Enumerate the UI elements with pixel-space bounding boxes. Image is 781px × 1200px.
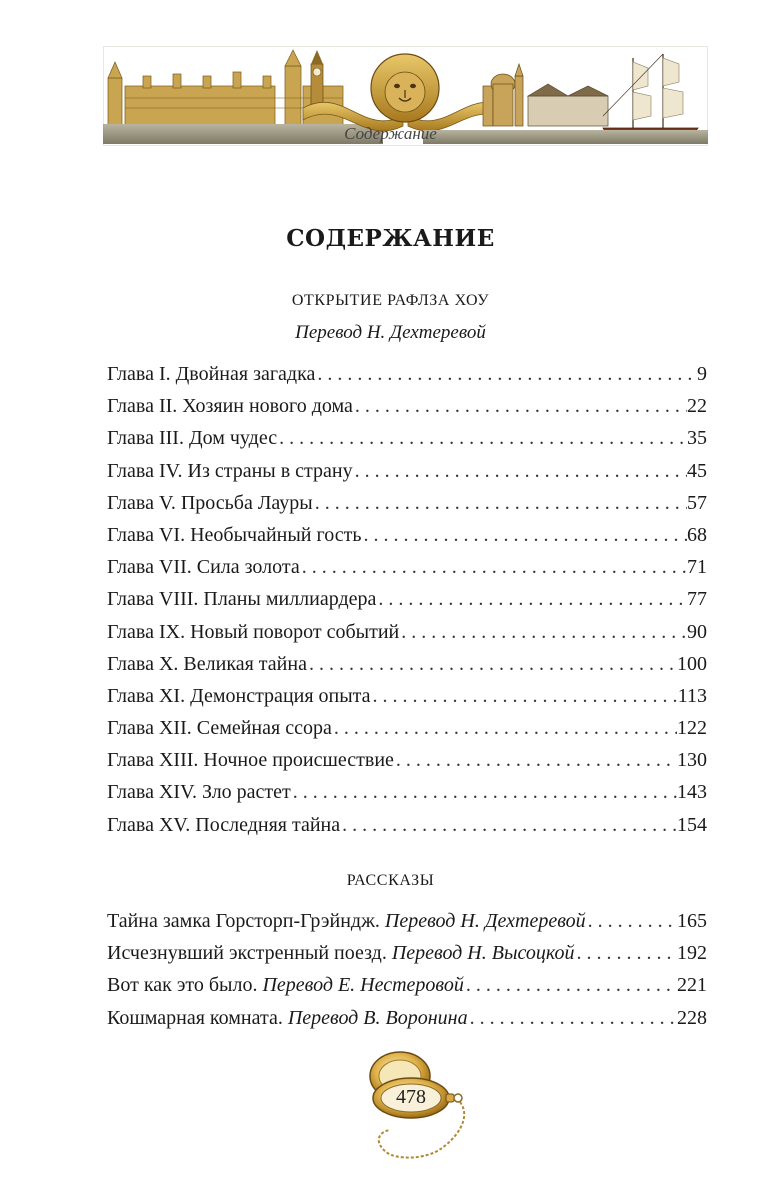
pocket-watch-icon [356, 1048, 476, 1174]
toc-entry-title: Глава III. Дом чудес [107, 427, 278, 450]
toc-entry[interactable] [107, 648, 707, 680]
leader-dots [353, 390, 687, 422]
leader-dots [340, 809, 677, 841]
toc-entry[interactable] [107, 905, 707, 937]
toc-entry-page: 45 [687, 459, 707, 482]
toc-entry-title: Глава XI. Демонстрация опыта [107, 684, 371, 707]
toc-entry-title: Глава V. Просьба Лауры [107, 491, 313, 514]
section-heading-stories: РАССКАЗЫ [346, 872, 435, 889]
leader-dots [574, 937, 677, 969]
toc-entry[interactable] [107, 712, 707, 744]
toc-list-chapters [107, 358, 707, 841]
leader-dots [464, 969, 677, 1001]
toc-entry-title: Глава I. Двойная загадка [107, 363, 316, 385]
toc-entry-page: 122 [677, 717, 707, 740]
leader-dots [394, 744, 677, 776]
toc-entry-translator: Перевод Е. Нестеровой [262, 974, 464, 997]
page-title: СОДЕРЖАНИЕ [286, 225, 495, 252]
toc-entry[interactable] [107, 809, 707, 841]
toc-entry-title: Глава XIII. Ночное происшествие [107, 749, 394, 772]
toc-entry-page: 57 [687, 491, 707, 514]
toc-entry-page: 90 [687, 620, 707, 643]
toc-entry-page: 77 [687, 588, 707, 611]
leader-dots [399, 616, 687, 648]
toc-entry-page: 22 [687, 395, 707, 418]
leader-dots [361, 519, 687, 551]
toc-entry-title: Глава XV. Последняя тайна [107, 813, 341, 836]
toc-entry-title: Глава X. Великая тайна [107, 652, 307, 675]
toc-entry[interactable] [107, 551, 707, 583]
toc-entry-page: 35 [687, 427, 707, 450]
toc-entry-title: Тайна замка Горсторп-Грэйндж. Перевод Н. Дехтеревой [107, 910, 586, 932]
leader-dots [468, 1002, 677, 1034]
toc-entry-page: 100 [677, 652, 707, 675]
leader-dots [315, 358, 697, 390]
toc-entry[interactable] [107, 776, 707, 808]
toc-entry-page: 228 [677, 1006, 707, 1029]
toc-entry-translator: Перевод Н. Высоцкой [391, 942, 575, 965]
section-heading-novel: ОТКРЫТИЕ РАФЛЗА ХОУ [291, 292, 490, 309]
toc-entry[interactable] [107, 487, 707, 519]
running-head: Содержание [344, 124, 437, 143]
toc-entry[interactable] [107, 422, 707, 454]
toc-entry-page: 113 [677, 684, 707, 707]
toc-entry-page: 192 [677, 942, 707, 965]
toc-entry-page: 71 [687, 556, 707, 579]
leader-dots [353, 455, 687, 487]
toc-entry-title: Глава XIV. Зло растет [107, 781, 291, 804]
toc-entry[interactable] [107, 969, 707, 1001]
section-translator: Перевод Н. Дехтеревой [295, 322, 486, 343]
toc-entry-translator: Перевод Н. Дехтеревой [384, 910, 586, 932]
leader-dots [277, 422, 687, 454]
toc-entry-title: Глава VIII. Планы миллиардера [107, 588, 377, 611]
toc-entry-page: 130 [677, 749, 707, 772]
toc-entry-title: Глава IV. Из страны в страну [107, 459, 353, 482]
toc-entry[interactable] [107, 1002, 707, 1034]
toc-entry[interactable] [107, 390, 707, 422]
toc-entry[interactable] [107, 358, 707, 390]
leader-dots [586, 905, 677, 937]
toc-entry-title: Глава VII. Сила золота [107, 556, 300, 579]
toc-entry-page: 221 [677, 974, 707, 997]
toc-entry-page: 143 [677, 781, 707, 804]
toc-entry[interactable] [107, 519, 707, 551]
leader-dots [371, 680, 678, 712]
toc-list-stories [107, 905, 707, 1034]
page-number: 478 [396, 1086, 426, 1108]
toc-entry[interactable] [107, 937, 707, 969]
toc-entry-page: 154 [677, 813, 707, 836]
toc-entry-page: 68 [687, 523, 707, 546]
toc-entry-title: Глава XII. Семейная ссора [107, 717, 332, 740]
toc-entry-title: Вот как это было. Перевод Е. Нестеровой [107, 974, 464, 997]
toc-entry-page: 165 [677, 910, 707, 932]
toc-entry-page: 9 [697, 363, 707, 385]
toc-entry[interactable] [107, 455, 707, 487]
toc-entry-translator: Перевод В. Воронина [287, 1006, 468, 1029]
leader-dots [313, 487, 687, 519]
toc-entry[interactable] [107, 616, 707, 648]
toc-entry-title: Глава IX. Новый поворот событий [107, 620, 400, 643]
leader-dots [376, 583, 687, 615]
toc-entry[interactable] [107, 680, 707, 712]
leader-dots [307, 648, 677, 680]
toc-entry-title: Кошмарная комната. Перевод В. Воронина [107, 1006, 468, 1029]
toc-entry-title: Исчезнувший экстренный поезд. Перевод Н. Высоцкой [107, 942, 575, 965]
toc-entry-title: Глава VI. Необычайный гость [107, 523, 362, 546]
leader-dots [332, 712, 677, 744]
leader-dots [300, 551, 687, 583]
leader-dots [291, 776, 677, 808]
toc-entry[interactable] [107, 583, 707, 615]
toc-entry[interactable] [107, 744, 707, 776]
toc-entry-title: Глава II. Хозяин нового дома [107, 395, 353, 418]
